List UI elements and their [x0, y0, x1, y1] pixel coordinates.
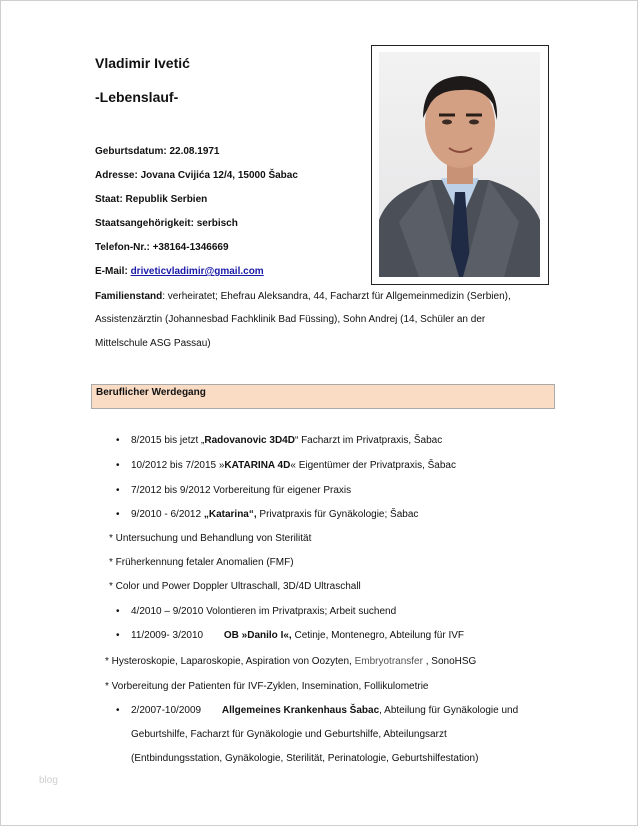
portrait-photo-icon: [379, 52, 540, 277]
citizenship: Staatsangehörigkeit: serbisch: [95, 218, 238, 229]
career-note: * Untersuchung und Behandlung von Sterilität: [109, 533, 312, 544]
career-text: “ Facharzt im Privatpraxis, Šabac: [294, 435, 443, 446]
address: Adresse: Jovana Cvijića 12/4, 15000 Šabac: [95, 170, 298, 181]
career-item-line: Geburtshilfe, Facharzt für Gynäkologie und Geburtshilfe, Abteilungsarzt: [131, 729, 447, 740]
career-text: 7/2012 bis 9/2012 Vorbereitung für eigener Praxis: [131, 485, 352, 496]
bullet-icon: •: [116, 460, 120, 471]
career-note: * Color und Power Doppler Ultraschall, 3D/4D Ultraschall: [109, 581, 361, 592]
applicant-name: Vladimir Ivetić: [95, 55, 190, 71]
email-row: [95, 266, 264, 277]
career-text: 4/2010 – 9/2010 Volontieren im Privatpraxis; Arbeit suchend: [131, 606, 397, 617]
career-employer: KATARINA 4D: [224, 460, 291, 471]
family-text-1: : verheiratet; Ehefrau Aleksandra, 44, Facharzt für Allgemeinmedizin (Serbien),: [162, 291, 511, 302]
birth-date: Geburtsdatum: 22.08.1971: [95, 146, 220, 157]
career-item-line: (Entbindungsstation, Gynäkologie, Sterilität, Perinatologie, Geburtshilfestation): [131, 753, 479, 764]
bullet-icon: •: [116, 630, 120, 641]
family-line-1: [95, 291, 511, 302]
career-item: [116, 630, 465, 641]
career-item: [116, 485, 352, 496]
career-note-text: , SonoHSG: [422, 656, 477, 667]
bullet-icon: •: [116, 435, 120, 446]
career-employer: „Katarina“,: [203, 509, 257, 520]
career-item: [116, 509, 419, 520]
career-item: [116, 606, 397, 617]
bullet-icon: •: [116, 509, 120, 520]
career-text: Privatpraxis für Gynäkologie; Šabac: [256, 509, 419, 520]
section-header: [91, 384, 555, 409]
email-link[interactable]: driveticvladimir@gmail.com: [130, 266, 264, 277]
career-employer: Radovanovic 3D4D: [204, 435, 295, 446]
career-text: Cetinje, Montenegro, Abteilung für IVF: [291, 630, 465, 641]
career-note-text: * Hysteroskopie, Laparoskopie, Aspiration von Oozyten,: [105, 656, 355, 667]
career-note: [105, 656, 476, 667]
career-text: 8/2015 bis jetzt „: [131, 435, 205, 446]
career-item: [116, 705, 519, 716]
career-text: 11/2009- 3/2010: [131, 630, 204, 641]
career-text: 9/2010 - 6/2012: [131, 509, 204, 520]
career-employer: OB »Danilo I«,: [223, 630, 292, 641]
career-text: 2/2007-10/2009: [131, 705, 202, 716]
family-line-2: Assistenzärztin (Johannesbad Fachklinik Bad Füssing), Sohn Andrej (14, Schüler an der: [95, 314, 486, 325]
state: Staat: Republik Serbien: [95, 194, 208, 205]
bullet-icon: •: [116, 705, 120, 716]
bullet-icon: •: [116, 485, 120, 496]
family-label: Familienstand: [95, 291, 163, 302]
document-title: -Lebenslauf-: [95, 89, 179, 105]
phone: Telefon-Nr.: +38164-1346669: [95, 242, 229, 253]
career-note: * Vorbereitung der Patienten für IVF-Zyklen, Insemination, Follikulometrie: [105, 681, 429, 692]
email-label: E-Mail:: [95, 266, 131, 277]
watermark: blog: [39, 775, 58, 786]
career-note: * Früherkennung fetaler Anomalien (FMF): [109, 557, 294, 568]
career-text: , Abteilung für Gynäkologie und: [379, 705, 519, 716]
career-text: « Eigentümer der Privatpraxis, Šabac: [290, 460, 456, 471]
career-text: 10/2012 bis 7/2015 »: [131, 460, 225, 471]
career-item: [116, 460, 456, 471]
career-employer: Allgemeines Krankenhaus Šabac: [221, 705, 380, 716]
photo-frame: [371, 45, 549, 285]
section-title: Beruflicher Werdegang: [96, 387, 206, 398]
bullet-icon: •: [116, 606, 120, 617]
family-line-3: Mittelschule ASG Passau): [95, 338, 211, 349]
career-note-text: Embryotransfer: [354, 656, 423, 667]
career-item: [116, 435, 443, 446]
